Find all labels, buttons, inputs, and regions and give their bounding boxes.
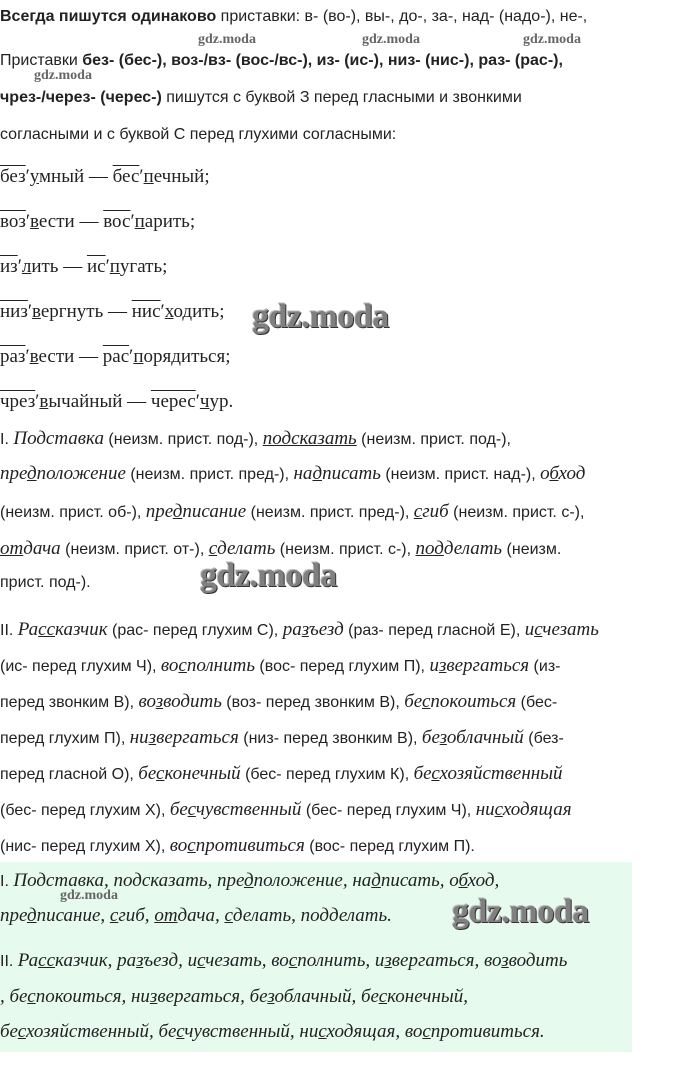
letter: з [136,950,144,971]
example-row-3 [0,256,167,278]
explanation: (бес- перед глухим Х), [0,802,170,819]
letter: от [154,905,178,926]
letter: з [148,727,157,748]
example-row-4 [0,301,225,323]
letter: з [149,986,158,1007]
part2-line-2 [0,655,560,677]
stem: ергнуть — [40,301,132,322]
word: во [138,691,156,712]
intro-bold-3: чрез-/через- (черес-) [0,89,162,106]
letter: сс [38,619,56,640]
answer-line-2 [0,905,392,927]
word: гиб [422,501,449,522]
word: бе [0,1021,18,1042]
word: противиться [195,835,305,856]
word: водить [163,691,222,712]
letter: в [30,211,39,232]
part-number: I. [0,873,14,890]
answer-line-4 [0,986,468,1008]
word: покоиться [430,691,517,712]
prefix: без [0,166,26,187]
letter: д [371,870,381,891]
letter: в [32,301,41,322]
word: подсказать [262,428,357,449]
stem: ести — [38,211,104,232]
letter: з [301,619,309,640]
part1-line-5 [0,574,91,592]
word: пре [0,905,27,926]
letter: с [17,1021,26,1042]
word: покоиться, ни [35,986,150,1007]
word: ходящая, во [326,1021,423,1042]
letter: с [197,950,206,971]
prefix: низ [0,301,28,322]
word: писание, [36,905,110,926]
explanation: (бес- [516,694,558,711]
part-number: II. [0,622,18,639]
letter: с [178,655,187,676]
explanation: (неизм. прист. с-), [448,504,585,521]
explanation: (нис- перед глухим Х), [0,838,170,855]
explanation: (бес- перед глухим К), [240,766,414,783]
stem: одить; [173,301,225,322]
explanation: (раз- перед гласной Е), [343,622,525,639]
letter: з [267,986,275,1007]
letter: д [243,870,254,891]
word: положение, на [253,870,372,891]
explanation: (неизм. прист. пред-), [246,504,414,521]
letter: з [155,691,164,712]
watermark: gdz.moda [252,298,389,335]
word: хозяйственный [439,763,563,784]
example-row-2 [0,211,195,233]
letter: п [143,166,154,187]
watermark: gdz.moda [34,68,92,83]
word: противиться. [430,1021,545,1042]
example-row-1 [0,166,210,188]
word: бе [169,799,188,820]
explanation: перед гласной О), [0,766,139,783]
prefix: вос [103,211,131,232]
intro-line-3 [0,89,522,107]
word: бе [138,763,157,784]
prefix: из [0,256,18,277]
word: о [540,463,550,484]
word: облачный [446,727,524,748]
letter: п [134,211,145,232]
word: казчик, ра [55,950,137,971]
letter: с [534,619,543,640]
word: пре [145,501,173,522]
letter: у [29,166,39,187]
letter: д [26,463,37,484]
letter: п [109,256,120,277]
explanation: перед глухим П), [0,730,130,747]
letter: х [164,301,174,322]
answer-line-3 [0,950,567,972]
prefix: нис [131,301,161,322]
letter: д [26,905,37,926]
explanation: (неизм. прист. от-), [60,541,209,558]
letter: с [494,799,503,820]
word: вергаться [446,655,530,676]
explanation: (воз- перед звонким В), [221,694,405,711]
stem: орядиться; [143,346,231,367]
letter: с [421,691,431,712]
word: ъезд, и [143,950,198,971]
morpheme-mark: ′ [139,166,144,187]
watermark: gdz.moda [60,888,118,903]
explanation: (вос- перед глухим П). [304,838,475,855]
stem: мный — [39,166,113,187]
explanation: перед звонким В), [0,694,139,711]
word: облачный, бе [274,986,379,1007]
letter: сс [38,950,56,971]
intro-text-4: согласными и с буквой С перед глухими согласными: [0,126,397,143]
word: делать [443,538,503,559]
prefix: воз [0,211,26,232]
word: хозяйственный, бе [25,1021,177,1042]
explanation: (неизм. прист. под-), [356,431,511,448]
word: бе [404,691,422,712]
morpheme-mark: ′ [25,211,31,232]
letter: д [312,463,323,484]
word: писать [322,463,381,484]
letter: с [422,1021,431,1042]
part1-line-3 [0,501,584,523]
answer-line-5 [0,1021,545,1043]
part1-line-1 [0,428,511,450]
morpheme-mark: ′ [105,256,110,277]
word: во [169,835,188,856]
stem: ить — [31,256,87,277]
word: ни [475,799,495,820]
word: бе [421,727,440,748]
word: чезать, во [205,950,289,971]
explanation: (неизм. прист. над-), [380,466,541,483]
prefix: раз [0,346,26,367]
morpheme-mark: ′ [35,391,40,412]
word: ход [558,463,586,484]
letter: с [187,835,196,856]
letter: в [29,346,39,367]
intro-text-3: пишутся с буквой З перед гласными и звонкими [161,89,522,106]
word: ход, [467,870,500,891]
example-row-5 [0,346,231,368]
word: писать, о [380,870,459,891]
letter: б [549,463,559,484]
morpheme-mark: ′ [130,211,135,232]
word: и [524,619,535,640]
part2-line-6 [0,799,572,821]
word: ра [282,619,302,640]
letter: с [378,986,388,1007]
prefix: черес [150,391,196,412]
explanation: (ис- перед глухим Ч), [0,658,161,675]
morpheme-mark: ′ [17,256,22,277]
letter: д [172,501,183,522]
intro-line-1 [0,8,587,26]
letter: в [39,391,49,412]
word: ъезд [308,619,344,640]
explanation: (неизм. прист. пред-), [125,466,294,483]
intro-bold-2: без- (бес-), воз-/вз- (вос-/вс-), из- (ис-), низ- (нис-), раз- (рас-), [82,52,563,69]
word: вергаться, бе [157,986,268,1007]
word: водить [508,950,568,971]
word: Ра [17,950,39,971]
morpheme-mark: ′ [129,346,134,367]
word: , бе [0,986,28,1007]
stem: ур. [209,391,234,412]
letter: с [176,1021,185,1042]
word: дача [23,538,61,559]
watermark: gdz.moda [362,32,420,47]
watermark: gdz.moda [523,32,581,47]
word: делать, подделать. [232,905,392,926]
part-number: II. [0,953,18,970]
letter: б [458,870,468,891]
letter: п [133,346,144,367]
explanation: (низ- перед звонким В), [238,730,422,747]
letter: с [318,1021,327,1042]
word: чезать [542,619,599,640]
word: казчик [55,619,108,640]
prefix: рас [102,346,130,367]
word: дача, [177,905,225,926]
morpheme-mark: ′ [25,346,30,367]
explanation: (рас- перед глухим С), [107,622,283,639]
morpheme-mark: ′ [27,301,32,322]
word: Подставка [13,428,104,449]
word: вергаться [156,727,239,748]
morpheme-mark: ′ [25,166,30,187]
word: Ра [17,619,39,640]
part2-line-4 [0,727,564,749]
word: чувственный, ни [184,1021,319,1042]
word: гиб, [118,905,155,926]
explanation: (бес- перед глухим Ч), [301,802,476,819]
word: полнить [186,655,255,676]
explanation: (неизм. прист. под-), [103,431,263,448]
intro-line-4 [0,126,396,144]
explanation: (неизм. прист. об-), [0,504,146,521]
prefix: чрез [0,391,36,412]
letter: с [109,905,119,926]
watermark: gdz.moda [200,557,337,594]
letter: с [413,501,423,522]
part1-line-2 [0,463,585,485]
letter: ч [199,391,210,412]
stem: арить; [144,211,196,232]
stem: ести — [38,346,103,367]
letter: з [438,655,447,676]
word: положение [36,463,126,484]
stem: угать; [119,256,168,277]
example-row-6 [0,391,233,413]
letter: з [384,950,392,971]
prefix: бес [112,166,140,187]
letter: от [0,538,24,559]
explanation: (вос- перед глухим П), [254,658,430,675]
letter: с [27,986,36,1007]
word: и [429,655,439,676]
letter: с [208,538,218,559]
letter: л [21,256,32,277]
intro-bold-1: Всегда пишутся одинаково [0,8,217,25]
letter: с [156,763,165,784]
word: во [160,655,179,676]
word: конечный [164,763,241,784]
letter: с [187,799,196,820]
letter: с [431,763,440,784]
word: вергаться, во [391,950,502,971]
word: пре [0,463,27,484]
stem: ычайный — [48,391,151,412]
part2-line-1 [0,619,599,641]
word: полнить, и [297,950,385,971]
explanation: (неизм. прист. с-), [275,541,416,558]
word: бе [413,763,432,784]
word: ходящая [502,799,572,820]
word: чувственный [195,799,302,820]
stem: ечный; [153,166,210,187]
word: на [293,463,313,484]
explanation: (из- [529,658,561,675]
part2-line-7 [0,835,475,857]
part-number: I. [0,431,14,448]
word: писание [182,501,247,522]
intro-text-1: приставки: в- (во-), вы-, до-, за-, над- (надо-), не-, [216,8,588,25]
explanation: прист. под-). [0,574,91,591]
explanation: (неизм. [502,541,562,558]
word: делать [217,538,276,559]
letter: с [224,905,233,926]
intro-text-2: Приставки [0,52,83,69]
part2-line-3 [0,691,557,713]
morpheme-mark: ′ [160,301,165,322]
word: Подставка, подсказать, пре [13,870,244,891]
watermark: gdz.moda [452,893,589,930]
letter: с [288,950,298,971]
prefix: ис [86,256,106,277]
letter: з [501,950,509,971]
watermark: gdz.moda [198,32,256,47]
part2-line-5 [0,763,563,785]
letter: з [439,727,447,748]
word: ни [129,727,149,748]
explanation: (без- [523,730,564,747]
letter: под [415,538,444,559]
morpheme-mark: ′ [195,391,200,412]
word: конечный, [387,986,469,1007]
